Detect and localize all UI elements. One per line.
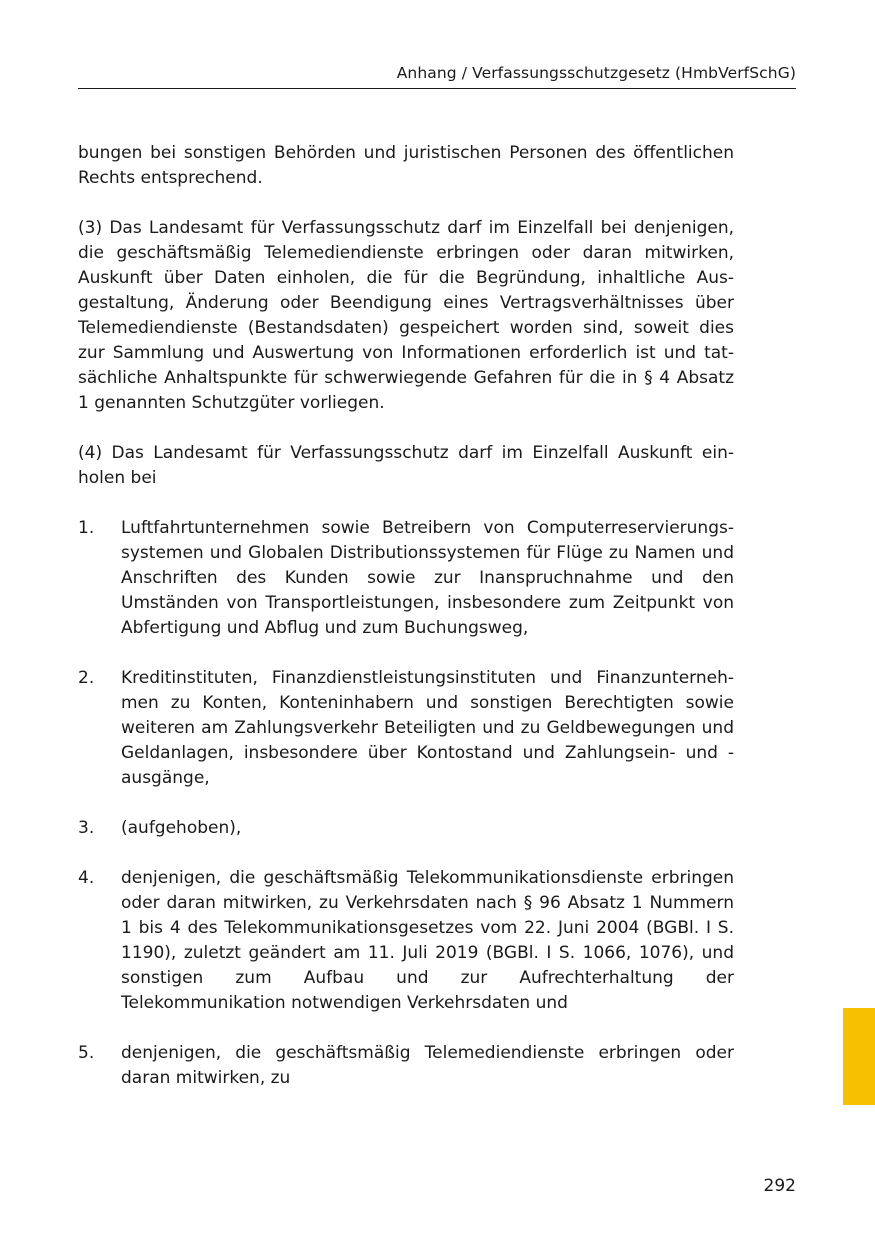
page-number: 292 (763, 1176, 796, 1196)
paragraph-3: (3) Das Landesamt für Verfassungsschutz darf im Einzelfall bei denjenigen, die geschäftsmäßig Telemediendienste erbringen oder daran mitwirken, Auskunft über Daten einholen, die für die Begründung, inhaltliche Ausgestaltung, Änderung oder Beendigung eines Vertragsverhältnisses über Telemediendienste (Bestandsdaten) gespeichert worden sind, soweit dies zur Sammlung und Auswertung von Informationen erforderlich ist und tatsächliche Anhaltspunkte für schwerwiegende Gefahren für die in § 4 Absatz 1 genannten Schutzgüter vorliegen. (78, 218, 734, 413)
list-item-5 (78, 1041, 734, 1091)
list-item-text: Luftfahrtunternehmen sowie Betreibern von Computerreservierungssystemen und Globalen Distributionssystemen für Flüge zu Namen und Anschriften des Kunden sowie zur Inanspruchnahme und den Umständen von Transportleistungen, insbesondere zum Zeitpunkt von Abfertigung und Abflug und zum Buchungsweg, (121, 518, 734, 638)
running-header: Anhang / Verfassungsschutzgesetz (HmbVerfSchG) (396, 64, 796, 82)
paragraph-continuation: bungen bei sonstigen Behörden und juristischen Personen des öffentlichen Rechts entsprechend. (78, 143, 734, 188)
list-item-2 (78, 666, 734, 791)
list-item-number: 2. (78, 668, 95, 688)
paragraph-4: (4) Das Landesamt für Verfassungsschutz darf im Einzelfall Auskunft einholen bei (78, 443, 734, 488)
list-item-1 (78, 516, 734, 641)
list-item-number: 5. (78, 1043, 95, 1063)
list-item-3 (78, 816, 734, 841)
list-item-text: Kreditinstituten, Finanzdienstleistungsinstituten und Finanzunternehmen zu Konten, Konteninhabern und sonstigen Berechtigten sowie weiteren am Zahlungsverkehr Beteiligten und zu Geldbewegungen und Geldanlagen, insbesondere über Kontostand und Zahlungsein- und -ausgänge, (121, 668, 734, 788)
page-body (78, 141, 734, 1116)
list-item-4 (78, 866, 734, 1016)
list-item-number: 1. (78, 518, 95, 538)
header-divider (78, 88, 796, 89)
list-item-text: (aufgehoben), (121, 818, 242, 838)
list-item-number: 4. (78, 868, 95, 888)
list-item-text: denjenigen, die geschäftsmäßig Telekommunikationsdienste erbringen oder daran mitwirken, zu Verkehrsdaten nach § 96 Absatz 1 Nummern 1 bis 4 des Telekommunikationsgesetzes vom 22. Juni 2004 (BGBl. I S. 1190), zuletzt geändert am 11. Juli 2019 (BGBl. I S. 1066, 1076), und sonstigen zum Aufbau und zur Aufrechterhaltung der Telekommunikation notwendigen Verkehrsdaten und (121, 868, 734, 1013)
list-item-number: 3. (78, 818, 95, 838)
chapter-tab-marker (843, 1008, 875, 1105)
list-item-text: denjenigen, die geschäftsmäßig Telemediendienste erbringen oder daran mitwirken, zu (121, 1043, 734, 1088)
